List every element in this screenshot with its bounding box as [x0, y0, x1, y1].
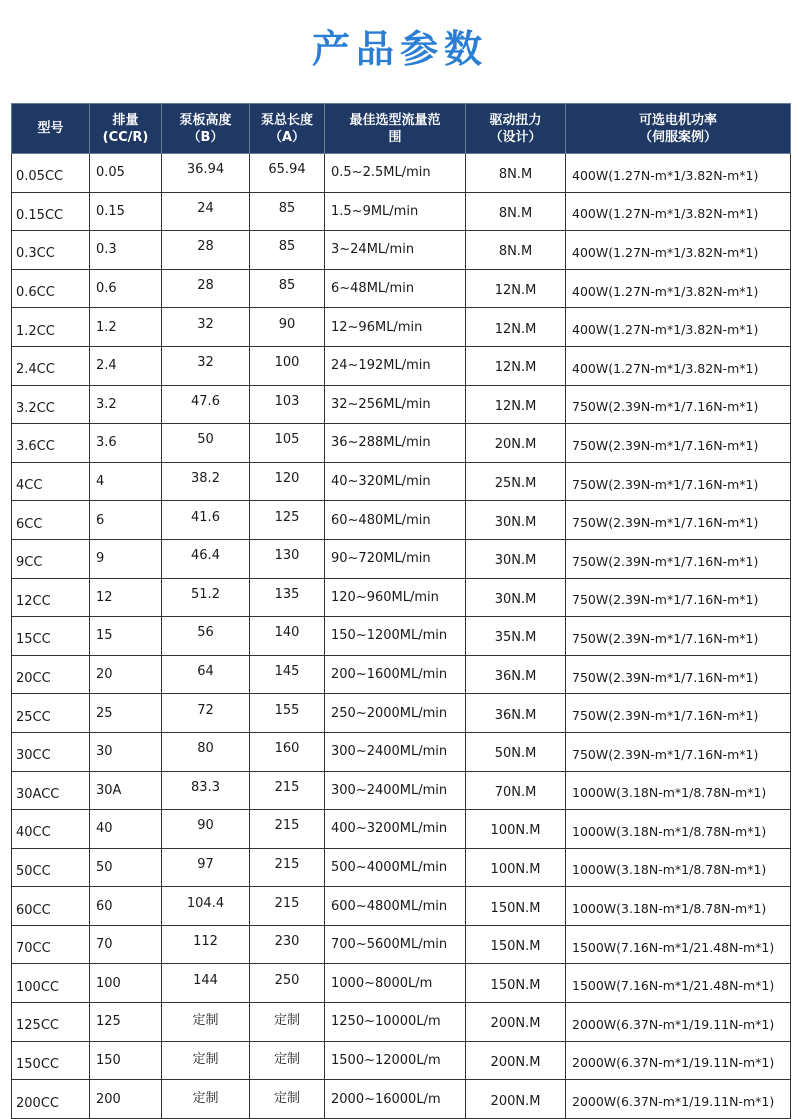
cell-flow-range: 90~720ML/min — [325, 539, 466, 578]
cell-plate-height: 32 — [162, 346, 250, 385]
cell-model: 100CC — [12, 964, 90, 1003]
cell-displacement: 3.6 — [90, 424, 162, 463]
cell-total-length: 85 — [250, 231, 325, 270]
cell-flow-range: 1.5~9ML/min — [325, 192, 466, 231]
table-row — [12, 655, 791, 694]
cell-total-length: 100 — [250, 346, 325, 385]
cell-motor-power: 1000W(3.18N-m*1/8.78N-m*1) — [566, 810, 791, 849]
cell-displacement: 60 — [90, 887, 162, 926]
cell-drive-torque: 36N.M — [466, 694, 566, 733]
table-row — [12, 154, 791, 193]
cell-total-length: 215 — [250, 848, 325, 887]
cell-plate-height: 51.2 — [162, 578, 250, 617]
cell-motor-power: 750W(2.39N-m*1/7.16N-m*1) — [566, 694, 791, 733]
cell-flow-range: 36~288ML/min — [325, 424, 466, 463]
table-row — [12, 578, 791, 617]
cell-drive-torque: 30N.M — [466, 578, 566, 617]
cell-flow-range: 1000~8000L/m — [325, 964, 466, 1003]
cell-flow-range: 0.5~2.5ML/min — [325, 154, 466, 193]
cell-model: 25CC — [12, 694, 90, 733]
cell-drive-torque: 12N.M — [466, 269, 566, 308]
cell-plate-height: 32 — [162, 308, 250, 347]
cell-model: 6CC — [12, 501, 90, 540]
cell-flow-range: 400~3200ML/min — [325, 810, 466, 849]
cell-motor-power: 750W(2.39N-m*1/7.16N-m*1) — [566, 655, 791, 694]
table-row — [12, 1080, 791, 1119]
table-header-row — [12, 104, 791, 154]
cell-drive-torque: 12N.M — [466, 385, 566, 424]
cell-model: 0.15CC — [12, 192, 90, 231]
cell-displacement: 0.6 — [90, 269, 162, 308]
cell-plate-height: 28 — [162, 269, 250, 308]
cell-plate-height: 83.3 — [162, 771, 250, 810]
cell-drive-torque: 150N.M — [466, 887, 566, 926]
cell-drive-torque: 70N.M — [466, 771, 566, 810]
cell-model: 40CC — [12, 810, 90, 849]
cell-drive-torque: 36N.M — [466, 655, 566, 694]
table-row — [12, 617, 791, 656]
cell-flow-range: 1250~10000L/m — [325, 1003, 466, 1042]
cell-model: 3.2CC — [12, 385, 90, 424]
cell-drive-torque: 12N.M — [466, 346, 566, 385]
table-row — [12, 231, 791, 270]
cell-flow-range: 40~320ML/min — [325, 462, 466, 501]
cell-drive-torque: 50N.M — [466, 732, 566, 771]
cell-displacement: 125 — [90, 1003, 162, 1042]
cell-total-length: 120 — [250, 462, 325, 501]
cell-total-length: 103 — [250, 385, 325, 424]
cell-motor-power: 750W(2.39N-m*1/7.16N-m*1) — [566, 617, 791, 656]
table-row — [12, 887, 791, 926]
table-row — [12, 462, 791, 501]
cell-drive-torque: 30N.M — [466, 539, 566, 578]
cell-flow-range: 3~24ML/min — [325, 231, 466, 270]
cell-displacement: 0.3 — [90, 231, 162, 270]
header-plate-height: 泵板高度 （B） — [162, 104, 250, 154]
product-spec-table — [11, 103, 791, 1119]
cell-displacement: 200 — [90, 1080, 162, 1119]
cell-flow-range: 150~1200ML/min — [325, 617, 466, 656]
cell-flow-range: 120~960ML/min — [325, 578, 466, 617]
cell-displacement: 15 — [90, 617, 162, 656]
cell-model: 30CC — [12, 732, 90, 771]
table-row — [12, 385, 791, 424]
cell-drive-torque: 20N.M — [466, 424, 566, 463]
cell-motor-power: 750W(2.39N-m*1/7.16N-m*1) — [566, 732, 791, 771]
cell-motor-power: 400W(1.27N-m*1/3.82N-m*1) — [566, 231, 791, 270]
cell-plate-height: 64 — [162, 655, 250, 694]
cell-motor-power: 400W(1.27N-m*1/3.82N-m*1) — [566, 308, 791, 347]
cell-total-length: 130 — [250, 539, 325, 578]
cell-flow-range: 12~96ML/min — [325, 308, 466, 347]
cell-flow-range: 300~2400ML/min — [325, 732, 466, 771]
cell-drive-torque: 30N.M — [466, 501, 566, 540]
cell-plate-height: 80 — [162, 732, 250, 771]
cell-total-length: 85 — [250, 192, 325, 231]
cell-motor-power: 1000W(3.18N-m*1/8.78N-m*1) — [566, 887, 791, 926]
header-flow-range: 最佳选型流量范 围 — [325, 104, 466, 154]
table-row — [12, 1003, 791, 1042]
cell-total-length: 145 — [250, 655, 325, 694]
cell-model: 60CC — [12, 887, 90, 926]
cell-model: 9CC — [12, 539, 90, 578]
cell-plate-height: 104.4 — [162, 887, 250, 926]
cell-motor-power: 1000W(3.18N-m*1/8.78N-m*1) — [566, 848, 791, 887]
table-row — [12, 501, 791, 540]
cell-displacement: 50 — [90, 848, 162, 887]
cell-displacement: 12 — [90, 578, 162, 617]
table-row — [12, 269, 791, 308]
table-row — [12, 1041, 791, 1080]
cell-plate-height: 50 — [162, 424, 250, 463]
cell-model: 150CC — [12, 1041, 90, 1080]
table-row — [12, 848, 791, 887]
cell-total-length: 定制 — [250, 1003, 325, 1042]
cell-flow-range: 24~192ML/min — [325, 346, 466, 385]
table-row — [12, 694, 791, 733]
cell-total-length: 105 — [250, 424, 325, 463]
cell-plate-height: 47.6 — [162, 385, 250, 424]
cell-flow-range: 250~2000ML/min — [325, 694, 466, 733]
cell-plate-height: 112 — [162, 925, 250, 964]
cell-drive-torque: 100N.M — [466, 848, 566, 887]
cell-model: 20CC — [12, 655, 90, 694]
cell-plate-height: 38.2 — [162, 462, 250, 501]
cell-model: 30ACC — [12, 771, 90, 810]
cell-total-length: 85 — [250, 269, 325, 308]
cell-plate-height: 90 — [162, 810, 250, 849]
cell-total-length: 140 — [250, 617, 325, 656]
cell-total-length: 230 — [250, 925, 325, 964]
cell-total-length: 215 — [250, 771, 325, 810]
cell-displacement: 20 — [90, 655, 162, 694]
header-drive-torque: 驱动扭力 （设计） — [466, 104, 566, 154]
cell-drive-torque: 100N.M — [466, 810, 566, 849]
table-body — [12, 154, 791, 1119]
cell-displacement: 70 — [90, 925, 162, 964]
cell-motor-power: 1000W(3.18N-m*1/8.78N-m*1) — [566, 771, 791, 810]
cell-plate-height: 36.94 — [162, 154, 250, 193]
cell-drive-torque: 200N.M — [466, 1003, 566, 1042]
cell-drive-torque: 8N.M — [466, 154, 566, 193]
cell-plate-height: 72 — [162, 694, 250, 733]
table-row — [12, 732, 791, 771]
table-row — [12, 424, 791, 463]
cell-total-length: 65.94 — [250, 154, 325, 193]
cell-motor-power: 2000W(6.37N-m*1/19.11N-m*1) — [566, 1080, 791, 1119]
table-row — [12, 925, 791, 964]
table-row — [12, 192, 791, 231]
cell-drive-torque: 200N.M — [466, 1041, 566, 1080]
cell-displacement: 40 — [90, 810, 162, 849]
cell-drive-torque: 25N.M — [466, 462, 566, 501]
cell-total-length: 155 — [250, 694, 325, 733]
cell-flow-range: 6~48ML/min — [325, 269, 466, 308]
cell-flow-range: 300~2400ML/min — [325, 771, 466, 810]
header-total-length: 泵总长度 （A） — [250, 104, 325, 154]
cell-motor-power: 400W(1.27N-m*1/3.82N-m*1) — [566, 346, 791, 385]
cell-model: 0.05CC — [12, 154, 90, 193]
cell-plate-height: 24 — [162, 192, 250, 231]
cell-motor-power: 1500W(7.16N-m*1/21.48N-m*1) — [566, 964, 791, 1003]
cell-motor-power: 750W(2.39N-m*1/7.16N-m*1) — [566, 539, 791, 578]
cell-displacement: 30 — [90, 732, 162, 771]
cell-drive-torque: 12N.M — [466, 308, 566, 347]
cell-displacement: 4 — [90, 462, 162, 501]
table-row — [12, 539, 791, 578]
cell-motor-power: 2000W(6.37N-m*1/19.11N-m*1) — [566, 1041, 791, 1080]
page-title: 产品参数 — [311, 27, 488, 71]
cell-plate-height: 定制 — [162, 1003, 250, 1042]
cell-motor-power: 750W(2.39N-m*1/7.16N-m*1) — [566, 424, 791, 463]
cell-flow-range: 700~5600ML/min — [325, 925, 466, 964]
header-displacement: 排量 (CC/R) — [90, 104, 162, 154]
cell-plate-height: 46.4 — [162, 539, 250, 578]
table-row — [12, 346, 791, 385]
cell-model: 0.3CC — [12, 231, 90, 270]
cell-plate-height: 97 — [162, 848, 250, 887]
cell-flow-range: 500~4000ML/min — [325, 848, 466, 887]
cell-flow-range: 600~4800ML/min — [325, 887, 466, 926]
cell-displacement: 9 — [90, 539, 162, 578]
cell-total-length: 160 — [250, 732, 325, 771]
cell-plate-height: 28 — [162, 231, 250, 270]
cell-displacement: 0.15 — [90, 192, 162, 231]
cell-model: 2.4CC — [12, 346, 90, 385]
cell-drive-torque: 150N.M — [466, 925, 566, 964]
cell-drive-torque: 8N.M — [466, 231, 566, 270]
cell-flow-range: 2000~16000L/m — [325, 1080, 466, 1119]
cell-motor-power: 400W(1.27N-m*1/3.82N-m*1) — [566, 269, 791, 308]
cell-total-length: 定制 — [250, 1080, 325, 1119]
header-motor-power: 可选电机功率 （伺服案例） — [566, 104, 791, 154]
cell-motor-power: 750W(2.39N-m*1/7.16N-m*1) — [566, 462, 791, 501]
cell-total-length: 250 — [250, 964, 325, 1003]
cell-model: 3.6CC — [12, 424, 90, 463]
cell-motor-power: 750W(2.39N-m*1/7.16N-m*1) — [566, 385, 791, 424]
cell-displacement: 6 — [90, 501, 162, 540]
cell-motor-power: 2000W(6.37N-m*1/19.11N-m*1) — [566, 1003, 791, 1042]
cell-flow-range: 1500~12000L/m — [325, 1041, 466, 1080]
cell-motor-power: 750W(2.39N-m*1/7.16N-m*1) — [566, 501, 791, 540]
cell-drive-torque: 35N.M — [466, 617, 566, 656]
table-row — [12, 771, 791, 810]
cell-displacement: 3.2 — [90, 385, 162, 424]
cell-model: 1.2CC — [12, 308, 90, 347]
cell-total-length: 90 — [250, 308, 325, 347]
cell-flow-range: 32~256ML/min — [325, 385, 466, 424]
cell-plate-height: 144 — [162, 964, 250, 1003]
cell-model: 0.6CC — [12, 269, 90, 308]
cell-total-length: 125 — [250, 501, 325, 540]
cell-flow-range: 200~1600ML/min — [325, 655, 466, 694]
cell-motor-power: 1500W(7.16N-m*1/21.48N-m*1) — [566, 925, 791, 964]
cell-plate-height: 定制 — [162, 1080, 250, 1119]
cell-displacement: 0.05 — [90, 154, 162, 193]
cell-drive-torque: 150N.M — [466, 964, 566, 1003]
cell-model: 125CC — [12, 1003, 90, 1042]
cell-total-length: 215 — [250, 887, 325, 926]
cell-motor-power: 400W(1.27N-m*1/3.82N-m*1) — [566, 154, 791, 193]
cell-motor-power: 750W(2.39N-m*1/7.16N-m*1) — [566, 578, 791, 617]
cell-total-length: 定制 — [250, 1041, 325, 1080]
cell-displacement: 25 — [90, 694, 162, 733]
cell-total-length: 215 — [250, 810, 325, 849]
table-row — [12, 964, 791, 1003]
cell-plate-height: 56 — [162, 617, 250, 656]
cell-displacement: 150 — [90, 1041, 162, 1080]
table-row — [12, 810, 791, 849]
cell-displacement: 30A — [90, 771, 162, 810]
cell-motor-power: 400W(1.27N-m*1/3.82N-m*1) — [566, 192, 791, 231]
cell-total-length: 135 — [250, 578, 325, 617]
cell-model: 4CC — [12, 462, 90, 501]
cell-flow-range: 60~480ML/min — [325, 501, 466, 540]
cell-model: 50CC — [12, 848, 90, 887]
cell-displacement: 100 — [90, 964, 162, 1003]
table-row — [12, 308, 791, 347]
cell-drive-torque: 200N.M — [466, 1080, 566, 1119]
cell-drive-torque: 8N.M — [466, 192, 566, 231]
cell-model: 70CC — [12, 925, 90, 964]
cell-displacement: 2.4 — [90, 346, 162, 385]
cell-displacement: 1.2 — [90, 308, 162, 347]
header-model: 型号 — [12, 104, 90, 154]
cell-model: 15CC — [12, 617, 90, 656]
cell-plate-height: 41.6 — [162, 501, 250, 540]
cell-model: 12CC — [12, 578, 90, 617]
cell-plate-height: 定制 — [162, 1041, 250, 1080]
cell-model: 200CC — [12, 1080, 90, 1119]
